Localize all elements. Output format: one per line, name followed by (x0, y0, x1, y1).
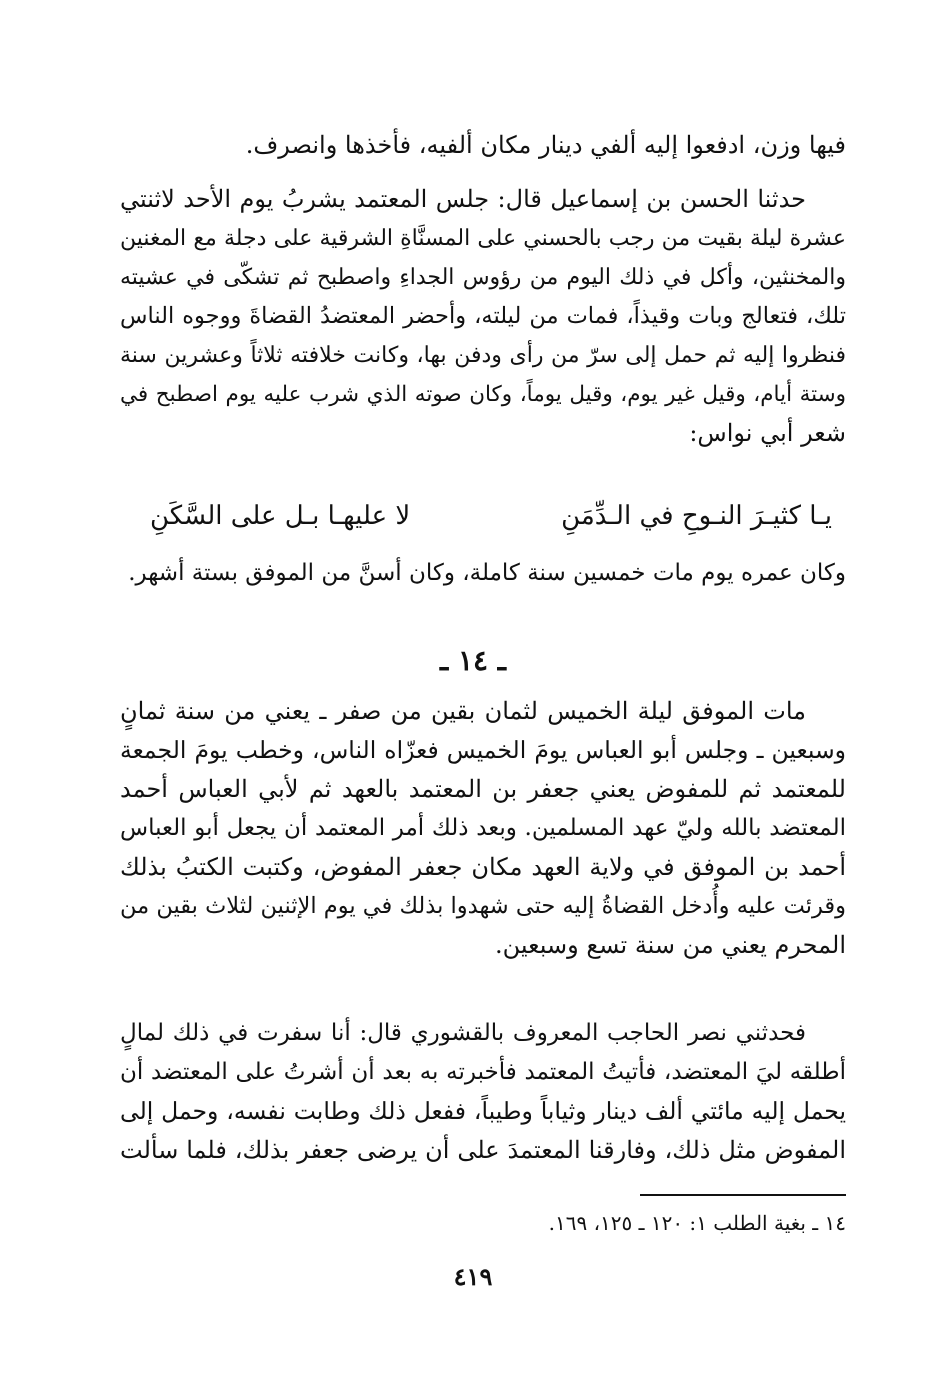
text-line: المعتضد بالله وليّ عهد المسلمين. وبعد ذلك أمر المعتمد أن يجعل أبو العباس (120, 815, 846, 841)
paragraph-3 (120, 554, 846, 593)
text-line: مات الموفق ليلة الخميس لثمان بقين من صفر ـ يعني من سنة ثمانٍ (120, 697, 806, 725)
text-line: فحدثني نصر الحاجب المعروف بالقشوري قال: أنا سفرت في ذلك لمالٍ (120, 1020, 806, 1046)
section-number: ـ ١٤ ـ (440, 644, 506, 677)
text-line: وسبعين ـ وجلس أبو العباس يومَ الخميس فعزّاه الناس، وخطب يومَ الجمعة (120, 736, 846, 764)
text-line: فنظروا إليه ثم حمل إلى سرّ من رأى ودفن بها، وكانت خلافته ثلاثاً وعشرين سنة (120, 343, 846, 368)
text-line: وقرئت عليه وأُدخل القضاةُ إليه حتى شهدوا بذلك في يوم الإثنين لثلاث بقين من (120, 893, 846, 919)
paragraph-1 (120, 126, 846, 165)
paragraph-5 (120, 1014, 846, 1170)
verse-second-hemistich: لا عليهـا بـل على السَّكَنِ (150, 501, 411, 531)
poem-verse (150, 495, 832, 537)
page-number: ٤١٩ (453, 1262, 493, 1291)
text-line: حدثنا الحسن بن إسماعيل قال: جلس المعتمد يشربُ يوم الأحد لاثنتي (120, 185, 806, 213)
text-line: عشرة ليلة بقيت من رجب بالحسني على المسنَّاةِ الشرقية على دجلة مع المغنين (120, 226, 846, 251)
paragraph-4 (120, 692, 846, 965)
text-line: وكان عمره يوم مات خمسين سنة كاملة، وكان أسنَّ من الموفق بستة أشهر. (128, 560, 846, 586)
text-line: والمخنثين، وأكل في ذلك اليوم من رؤوس الجداءِ واصطبح ثم تشكّى في عشيته (120, 265, 846, 290)
text-line: أحمد بن الموفق في ولاية العهد مكان جعفر المفوض، وكتبت الكتبُ بذلك (120, 853, 847, 881)
text-line: شعر أبي نواس: (689, 419, 846, 447)
paragraph-2 (120, 180, 846, 453)
text-line: المحرم يعني من سنة تسع وسبعين. (495, 931, 846, 959)
text-line: يحمل إليه مائتي ألف دينار وثياباً وطيباً، ففعل ذلك وطابت نفسه، وحمل إلى (120, 1097, 846, 1125)
verse-first-hemistich: يـا كثيـرَ النـوحِ في الـدِّمَنِ (561, 501, 832, 531)
text-line: للمعتمد ثم للمفوض يعني جعفر بن المعتمد بالعهد ثم لأبي العباس أحمد (120, 775, 846, 803)
text-line: وستة أيام، وقيل غير يوم، وقيل يوماً، وكان صوته الذي شرب عليه يوم اصطبح في (120, 382, 846, 407)
footnote-divider (640, 1194, 846, 1196)
footnote: ١٤ ـ بغية الطلب ١: ١٢٠ ـ ١٢٥، ١٦٩. (548, 1211, 846, 1235)
text-line: أطلقه ليَ المعتضد، فأتيتُ المعتمد فأخبرته به بعد أن أشرتُ على المعتضد أن (120, 1059, 846, 1085)
text-line: المفوض مثل ذلك، وفارقنا المعتمدَ على أن يرضى جعفر بذلك، فلما سألت (120, 1136, 846, 1164)
text-line: فيها وزن، ادفعوا إليه ألفي دينار مكان ألفيه، فأخذها وانصرف. (245, 131, 846, 159)
text-line: تلك، فتعالج وبات وقيذاً، فمات من ليلته، وأحضر المعتضدُ القضاةَ ووجوه الناس (120, 303, 846, 329)
